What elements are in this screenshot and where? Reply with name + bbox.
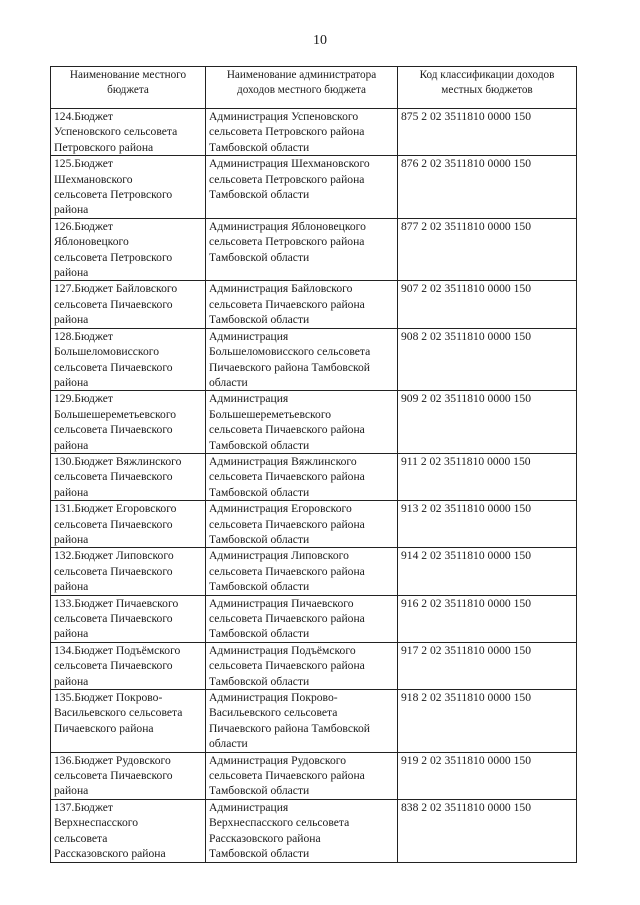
table-row: [51, 391, 577, 454]
administrator-cell-text: Администрация Шехмановского сельсовета Петровского района Тамбовской области: [209, 157, 370, 202]
table-row: [51, 548, 577, 595]
administrator-cell: [206, 690, 398, 753]
administrator-cell-text: Администрация Байловского сельсовета Пичаевского района Тамбовской области: [209, 282, 365, 327]
budget-name-cell: [51, 642, 206, 689]
administrator-cell-text: Администрация Егоровского сельсовета Пичаевского района Тамбовской области: [209, 502, 365, 546]
code-cell: [398, 218, 577, 281]
administrator-cell-text: Администрация Подъёмского сельсовета Пичаевского района Тамбовской области: [209, 643, 365, 688]
table-body: [51, 109, 577, 863]
table-row: [51, 453, 577, 500]
budget-name-cell-text: 136.Бюджет Рудовского сельсовета Пичаевского района: [54, 753, 173, 798]
administrator-cell: [206, 799, 398, 862]
administrator-cell: [206, 642, 398, 689]
code-cell: [398, 595, 577, 642]
budget-name-cell-text: 125.Бюджет Шехмановского сельсовета Петровского района: [54, 157, 173, 217]
administrator-cell: [206, 548, 398, 595]
table-row: [51, 690, 577, 753]
budget-name-cell-text: 134.Бюджет Подъёмского сельсовета Пичаевского района: [54, 643, 181, 688]
budget-name-cell-text: 124.Бюджет Успеновского сельсовета Петровского района: [54, 110, 178, 154]
header-administrator-name: Наименование администратора доходов местного бюджета: [206, 67, 398, 109]
budget-name-cell: [51, 799, 206, 862]
header-row: [51, 67, 577, 109]
table-row: [51, 501, 577, 548]
budget-name-cell-text: 131.Бюджет Егоровского сельсовета Пичаевского района: [54, 502, 177, 546]
code-cell: [398, 501, 577, 548]
table-row: [51, 156, 577, 219]
administrator-cell: [206, 281, 398, 328]
header-budget-name: Наименование местного бюджета: [51, 67, 206, 109]
code-cell-text: 916 2 02 3511810 0000 150: [401, 596, 531, 610]
administrator-cell: [206, 501, 398, 548]
administrator-cell: [206, 391, 398, 454]
code-cell: [398, 156, 577, 219]
code-cell: [398, 391, 577, 454]
administrator-cell: [206, 109, 398, 156]
code-cell-text: 876 2 02 3511810 0000 150: [401, 157, 531, 171]
table-row: [51, 109, 577, 156]
budget-name-cell: [51, 281, 206, 328]
code-cell: [398, 752, 577, 799]
code-cell-text: 911 2 02 3511810 0000 150: [401, 454, 531, 468]
code-cell: [398, 548, 577, 595]
page-number: 10: [313, 33, 327, 48]
code-cell-text: 907 2 02 3511810 0000 150: [401, 282, 531, 296]
administrator-cell: [206, 328, 398, 391]
code-cell-text: 917 2 02 3511810 0000 150: [401, 643, 531, 657]
code-cell: [398, 642, 577, 689]
budget-name-cell: [51, 109, 206, 156]
administrator-cell-text: Администрация Рудовского сельсовета Пичаевского района Тамбовской области: [209, 753, 365, 798]
table-row: [51, 752, 577, 799]
code-cell: [398, 281, 577, 328]
code-cell-text: 919 2 02 3511810 0000 150: [401, 753, 531, 767]
code-cell-text: 914 2 02 3511810 0000 150: [401, 549, 531, 563]
budget-name-cell: [51, 595, 206, 642]
table-row: [51, 799, 577, 862]
administrator-cell: [206, 595, 398, 642]
code-cell: [398, 328, 577, 391]
budget-table: [50, 66, 577, 863]
administrator-cell-text: Администрация Большеломовисского сельсовета Пичаевского района Тамбовской области: [209, 329, 371, 389]
budget-name-cell-text: 132.Бюджет Липовского сельсовета Пичаевского района: [54, 549, 174, 594]
code-cell-text: 909 2 02 3511810 0000 150: [401, 392, 531, 406]
table-row: [51, 595, 577, 642]
budget-name-cell: [51, 328, 206, 391]
administrator-cell-text: Администрация Пичаевского сельсовета Пичаевского района Тамбовской области: [209, 596, 365, 641]
budget-name-cell: [51, 453, 206, 500]
code-cell: [398, 109, 577, 156]
administrator-cell: [206, 453, 398, 500]
administrator-cell-text: Администрация Вяжлинского сельсовета Пичаевского района Тамбовской области: [209, 454, 365, 499]
table-row: [51, 328, 577, 391]
administrator-cell: [206, 218, 398, 281]
budget-name-cell: [51, 156, 206, 219]
code-cell: [398, 799, 577, 862]
administrator-cell-text: Администрация Успеновского сельсовета Петровского района Тамбовской области: [209, 110, 365, 154]
administrator-cell-text: Администрация Верхнеспасского сельсовета Рассказовского района Тамбовской области: [209, 800, 350, 861]
administrator-cell-text: Администрация Липовского сельсовета Пичаевского района Тамбовской области: [209, 549, 365, 594]
code-cell-text: 913 2 02 3511810 0000 150: [401, 502, 531, 516]
budget-name-cell: [51, 752, 206, 799]
code-cell-text: 877 2 02 3511810 0000 150: [401, 219, 531, 233]
administrator-cell-text: Администрация Яблоновецкого сельсовета Петровского района Тамбовской области: [209, 219, 366, 264]
budget-name-cell-text: 137.Бюджет Верхнеспасского сельсовета Рассказовского района: [54, 800, 166, 861]
budget-name-cell-text: 127.Бюджет Байловского сельсовета Пичаевского района: [54, 282, 178, 327]
administrator-cell: [206, 752, 398, 799]
code-cell: [398, 690, 577, 753]
budget-name-cell: [51, 690, 206, 753]
budget-name-cell-text: 126.Бюджет Яблоновецкого сельсовета Петровского района: [54, 219, 173, 280]
budget-name-cell: [51, 548, 206, 595]
budget-name-cell-text: 130.Бюджет Вяжлинского сельсовета Пичаевского района: [54, 454, 182, 499]
table-header: [51, 67, 577, 109]
administrator-cell-text: Администрация Большешереметьевского сельсовета Пичаевского района Тамбовской области: [209, 392, 365, 452]
table-row: [51, 218, 577, 281]
budget-name-cell-text: 128.Бюджет Большеломовисского сельсовета Пичаевского района: [54, 329, 173, 389]
code-cell-text: 908 2 02 3511810 0000 150: [401, 329, 531, 343]
budget-name-cell: [51, 218, 206, 281]
header-classification-code: Код классификации доходов местных бюджетов: [398, 67, 577, 109]
code-cell-text: 838 2 02 3511810 0000 150: [401, 800, 531, 814]
administrator-cell-text: Администрация Покрово- Васильевского сельсовета Пичаевского района Тамбовской области: [209, 691, 371, 751]
budget-name-cell-text: 129.Бюджет Большешереметьевского сельсовета Пичаевского района: [54, 392, 177, 452]
table-row: [51, 281, 577, 328]
code-cell-text: 875 2 02 3511810 0000 150: [401, 110, 531, 123]
budget-name-cell-text: 133.Бюджет Пичаевского сельсовета Пичаевского района: [54, 596, 179, 641]
budget-name-cell: [51, 501, 206, 548]
budget-name-cell: [51, 391, 206, 454]
table-row: [51, 642, 577, 689]
administrator-cell: [206, 156, 398, 219]
code-cell: [398, 453, 577, 500]
budget-name-cell-text: 135.Бюджет Покрово- Васильевского сельсовета Пичаевского района: [54, 691, 183, 735]
code-cell-text: 918 2 02 3511810 0000 150: [401, 691, 531, 705]
